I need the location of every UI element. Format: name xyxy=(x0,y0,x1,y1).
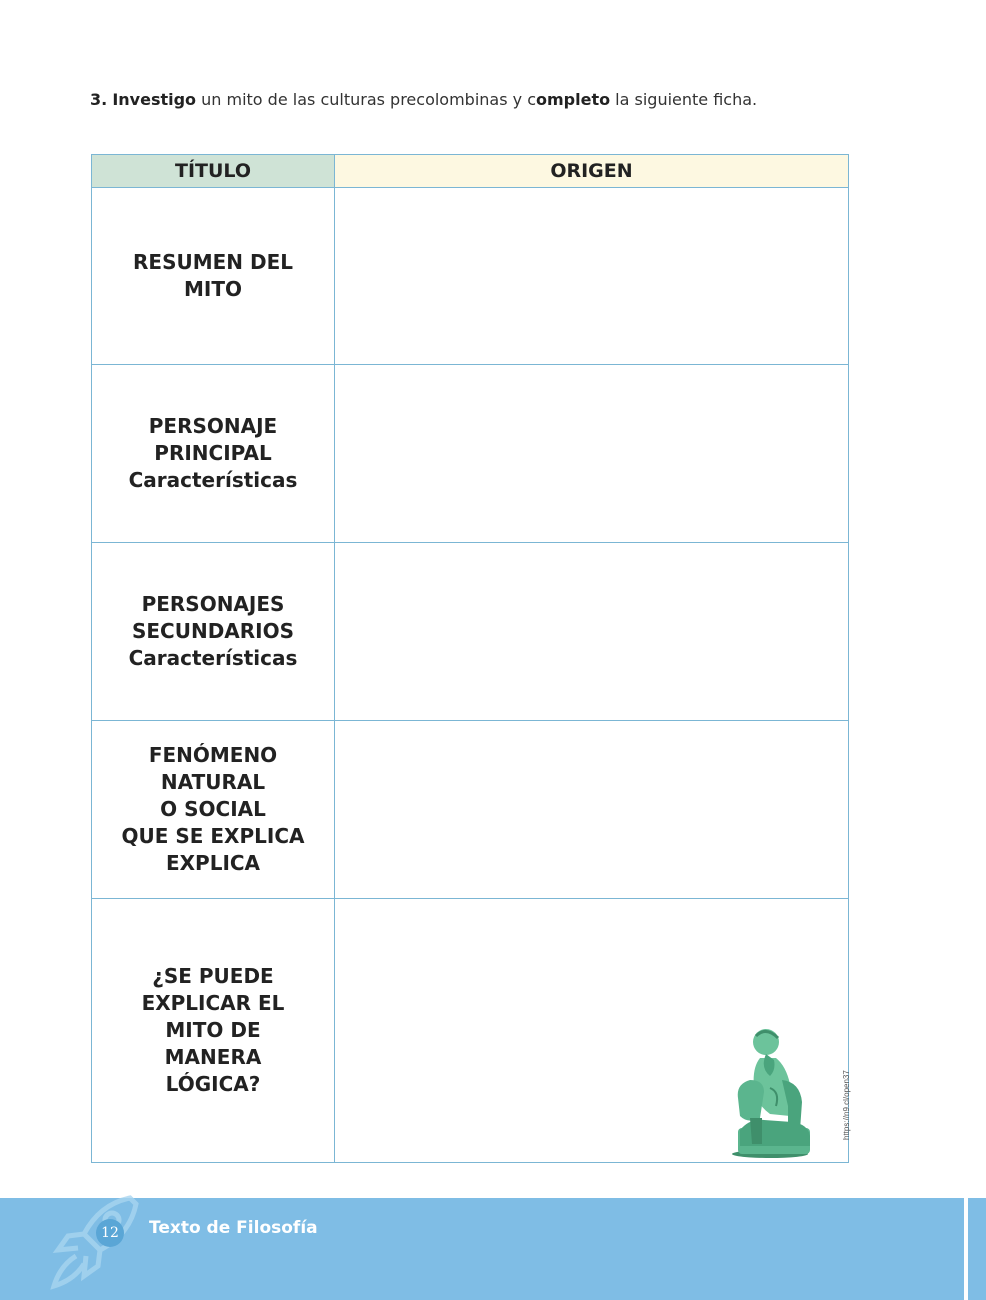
label-sub: Características xyxy=(128,646,298,670)
label-line: NATURAL xyxy=(160,770,266,794)
answer-cell-secondary-characters[interactable] xyxy=(335,543,849,721)
label-line: FENÓMENO xyxy=(148,743,278,767)
label-line: ¿SE PUEDE xyxy=(152,964,274,988)
instruction-number: 3. xyxy=(90,90,108,109)
row-label-main-character xyxy=(92,365,335,543)
label-line: MANERA xyxy=(164,1045,262,1069)
row-label-secondary-characters xyxy=(92,543,335,721)
label-line: SECUNDARIOS xyxy=(131,619,295,643)
table-row xyxy=(92,188,849,365)
table-row xyxy=(92,721,849,899)
row-label-logical-explanation xyxy=(92,899,335,1163)
page-footer xyxy=(0,1198,986,1300)
label-line: PERSONAJES xyxy=(141,592,285,616)
label-line: PRINCIPAL xyxy=(154,441,272,465)
page-number: 12 xyxy=(96,1219,124,1247)
label-line: PERSONAJE xyxy=(148,414,278,438)
header-origin: ORIGEN xyxy=(335,155,849,188)
row-label-phenomenon xyxy=(92,721,335,899)
label-line: LÓGICA? xyxy=(165,1072,261,1096)
header-title: TÍTULO xyxy=(92,155,335,188)
thinker-statue-icon xyxy=(730,1018,820,1158)
label-sub: Características xyxy=(128,468,298,492)
table-row xyxy=(92,899,849,1163)
label-line: O SOCIAL xyxy=(160,797,266,821)
answer-cell-logical-explanation[interactable] xyxy=(335,899,849,1163)
instruction-verb-1: Investigo xyxy=(112,90,197,109)
myth-worksheet-table xyxy=(91,154,849,1163)
rocket-icon xyxy=(40,1190,160,1300)
row-label-summary xyxy=(92,188,335,365)
label-line: QUE SE EXPLICA xyxy=(121,824,305,848)
image-credit: https://n9.cl/open37 xyxy=(842,1070,851,1140)
instruction-text-1: un mito de las culturas precolombinas y c xyxy=(196,90,536,109)
book-title: Texto de Filosofía xyxy=(149,1218,318,1238)
label-line: EXPLICA xyxy=(165,851,261,875)
answer-cell-phenomenon[interactable] xyxy=(335,721,849,899)
label-line: MITO xyxy=(184,277,242,301)
label-line: RESUMEN DEL xyxy=(133,250,293,274)
answer-cell-main-character[interactable] xyxy=(335,365,849,543)
table-row xyxy=(92,543,849,721)
instruction-text xyxy=(90,90,890,109)
table-header-row xyxy=(92,155,849,188)
footer-edge-bar xyxy=(968,1198,986,1300)
instruction-text-2: la siguiente ficha. xyxy=(610,90,758,109)
answer-cell-summary[interactable] xyxy=(335,188,849,365)
instruction-verb-2: ompleto xyxy=(536,90,611,109)
label-line: EXPLICAR EL xyxy=(141,991,285,1015)
label-line: MITO DE xyxy=(165,1018,261,1042)
table-row xyxy=(92,365,849,543)
